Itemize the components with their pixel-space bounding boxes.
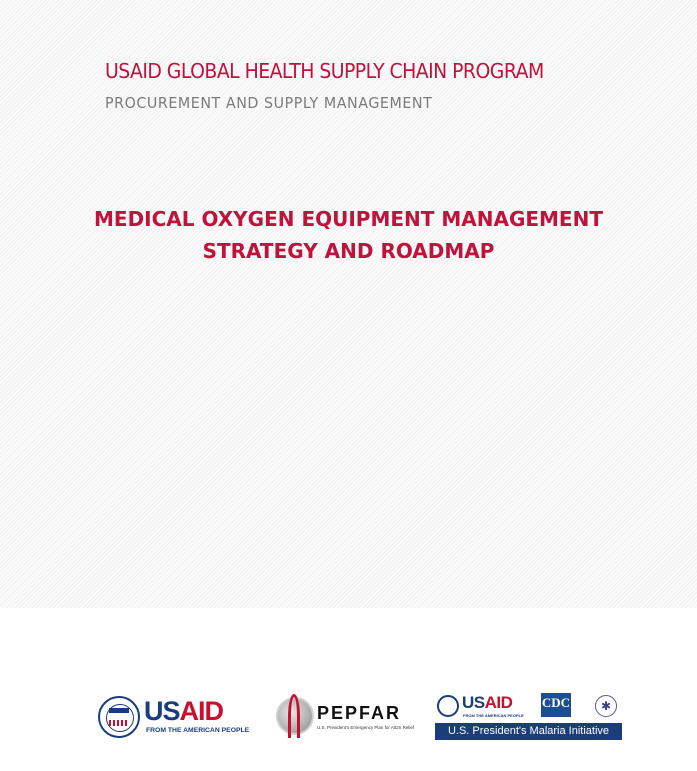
cdc-logo: CDC <box>541 693 571 717</box>
document-title <box>0 203 697 267</box>
hhs-eagle-icon: ✱ <box>595 695 617 717</box>
usaid-logo <box>98 696 250 740</box>
pmi-banner: U.S. President's Malaria Initiative <box>435 723 622 740</box>
partner-logos <box>0 688 697 748</box>
pepfar-tagline: U.S. President's Emergency Plan for AIDS Relief <box>317 725 415 730</box>
program-title: USAID GLOBAL HEALTH SUPPLY CHAIN PROGRAM <box>105 59 544 83</box>
document-title-line-1: MEDICAL OXYGEN EQUIPMENT MANAGEMENT <box>94 207 603 231</box>
pepfar-logo <box>276 694 415 744</box>
pmi-logo <box>435 693 623 743</box>
pmi-usaid-tagline: FROM THE AMERICAN PEOPLE <box>463 713 524 718</box>
usaid-wordmark: USAID <box>144 696 224 726</box>
document-title-line-2: STRATEGY AND ROADMAP <box>202 239 495 263</box>
program-subtitle: PROCUREMENT AND SUPPLY MANAGEMENT <box>105 94 433 112</box>
ribbon-icon <box>288 694 300 738</box>
usaid-seal-icon <box>98 696 140 738</box>
usaid-seal-icon <box>437 695 459 717</box>
pepfar-wordmark: PEPFAR <box>317 703 402 723</box>
usaid-tagline: FROM THE AMERICAN PEOPLE <box>146 727 250 734</box>
pmi-usaid-wordmark: USAID <box>462 693 513 712</box>
